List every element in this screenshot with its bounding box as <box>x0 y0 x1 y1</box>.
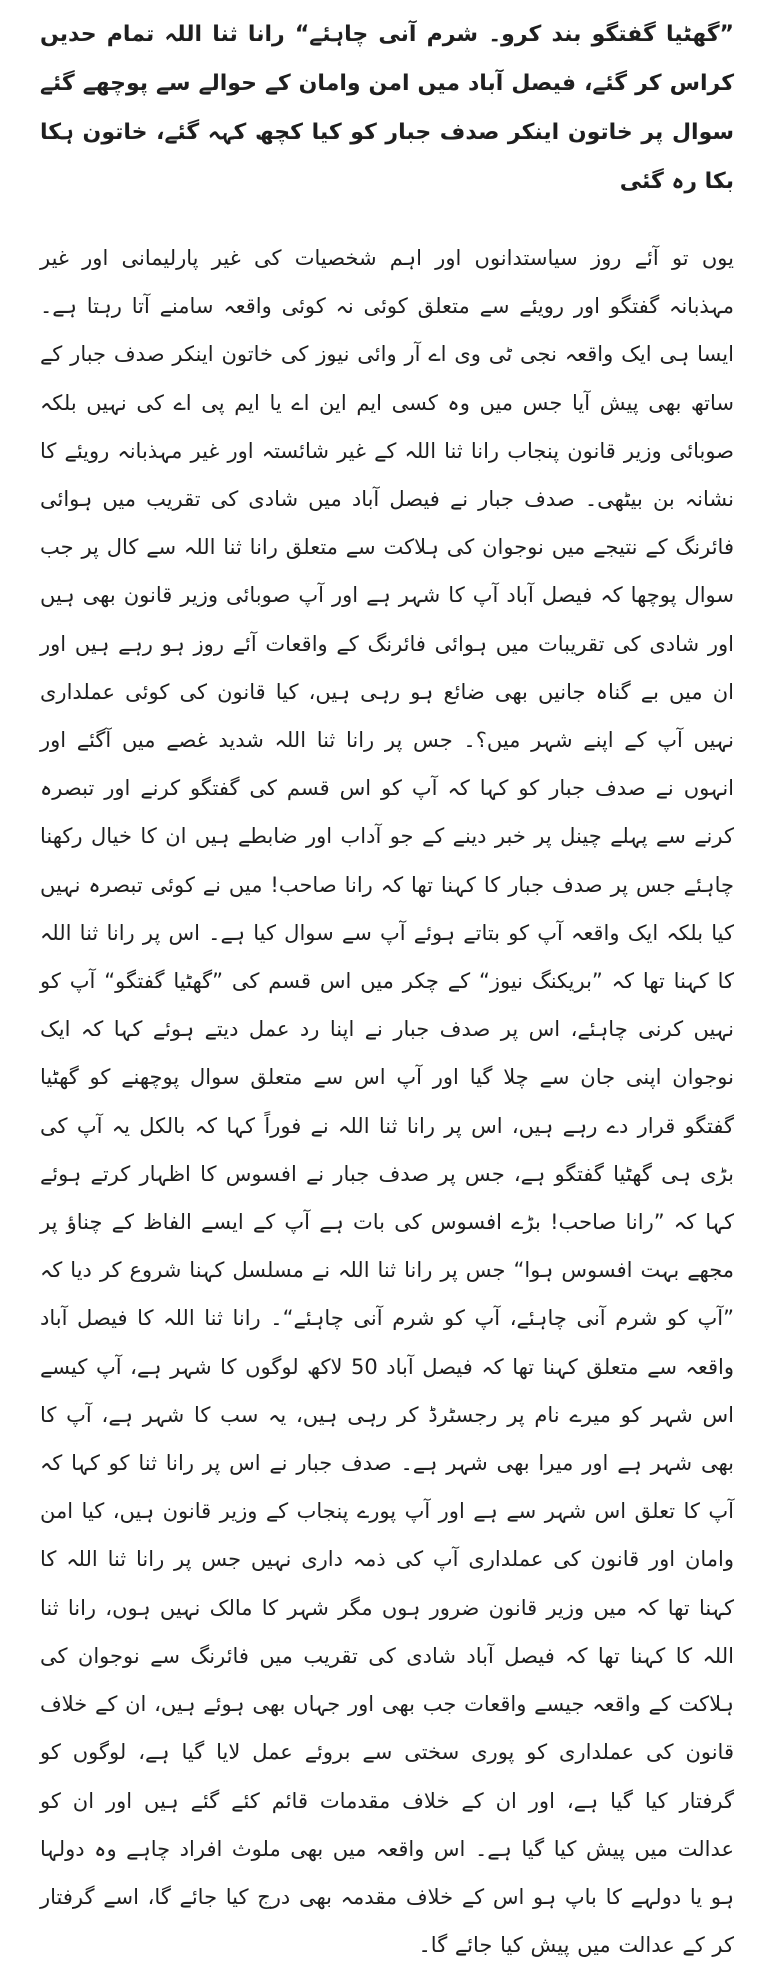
article-headline: ”گھٹیا گفتگو بند کرو۔ شرم آنی چاہئے“ رانا ثنا اللہ تمام حدیں کراس کر گئے، فیصل آباد میں امن وامان کے حوالے سے پوچھے گئے سوال پر خاتون اینکر صدف جبار کو کیا کچھ کہہ گئے، خاتون ہکا بکا رہ گئی <box>40 22 734 194</box>
article-body: یوں تو آئے روز سیاستدانوں اور اہم شخصیات کی غیر پارلیمانی اور غیر مہذبانہ گفتگو اور رویئے سے متعلق کوئی نہ کوئی واقعہ سامنے آتا رہتا ہے۔ ایسا ہی ایک واقعہ نجی ٹی وی اے آر وائی نیوز کی خاتون اینکر صدف جبار کے ساتھ بھی پیش آیا جس میں وہ کسی ایم این اے یا ایم پی اے کی نہیں بلکہ صوبائی وزیر قانون پنجاب رانا ثنا اللہ کے غیر شائستہ اور غیر مہذبانہ رویئے کا نشانہ بن بیٹھی۔ صدف جبار نے فیصل آباد میں شادی کی تقریب میں ہوائی فائرنگ کے نتیجے میں نوجوان کی ہلاکت سے متعلق رانا ثنا اللہ سے کال پر جب سوال پوچھا کہ فیصل آباد آپ کا شہر ہے اور آپ صوبائی وزیر قانون بھی ہیں اور شادی کی تقریبات میں ہوائی فائرنگ کے واقعات آئے روز ہو رہے ہیں اور ان میں بے گناہ جانیں بھی ضائع ہو رہی ہیں، کیا قانون کی کوئی عملداری نہیں آپ کے اپنے شہر میں؟۔ جس پر رانا ثنا اللہ شدید غصے میں آگئے اور انہوں نے صدف جبار کو کہا کہ آپ کو اس قسم کی گفتگو کرنے اور تبصرہ کرنے سے پہلے چینل پر خبر دینے کے جو آداب اور ضابطے ہیں ان کا خیال رکھنا چاہئے جس پر صدف جبار کا کہنا تھا کہ رانا صاحب! میں نے کوئی تبصرہ نہیں کیا بلکہ ایک واقعہ آپ کو بتاتے ہوئے آپ سے سوال کیا ہے۔ اس پر رانا ثنا اللہ کا کہنا تھا کہ ”بریکنگ نیوز“ کے چکر میں اس قسم کی ”گھٹیا گفتگو“ آپ کو نہیں کرنی چاہئے، اس پر صدف جبار نے اپنا رد عمل دیتے ہوئے کہا کہ ایک نوجوان اپنی جان سے چلا گیا اور آپ اس سے متعلق سوال پوچھنے کو گھٹیا گفتگو قرار دے رہے ہیں، اس پر رانا ثنا اللہ نے فوراً کہا کہ بالکل یہ آپ کی بڑی ہی گھٹیا گفتگو ہے، جس پر صدف جبار نے افسوس کا اظہار کرتے ہوئے کہا کہ ”رانا صاحب! بڑے افسوس کی بات ہے آپ کے ایسے الفاظ کے چناؤ پر مجھے بہت افسوس ہوا“ جس پر رانا ثنا اللہ نے مسلسل کہنا شروع کر دیا کہ ”آپ کو شرم آنی چاہئے، آپ کو شرم آنی چاہئے“۔ رانا ثنا اللہ کا فیصل آباد واقعہ سے متعلق کہنا تھا کہ فیصل آباد 50 لاکھ لوگوں کا شہر ہے، آپ کیسے اس شہر کو میرے نام پر رجسٹرڈ کر رہی ہیں، یہ سب کا شہر ہے، آپ کا بھی شہر ہے اور میرا بھی شہر ہے۔ صدف جبار نے اس پر رانا ثنا کو کہا کہ آپ کا تعلق اس شہر سے ہے اور آپ پورے پنجاب کے وزیر قانون ہیں، کیا امن وامان اور قانون کی عملداری آپ کی ذمہ داری نہیں جس پر رانا ثنا اللہ کا کہنا تھا کہ میں وزیر قانون ضرور ہوں مگر شہر کا مالک نہیں ہوں، رانا ثنا اللہ کا کہنا تھا کہ فیصل آباد شادی کی تقریب میں فائرنگ سے نوجوان کی ہلاکت کے واقعہ جیسے واقعات جب بھی اور جہاں بھی ہوئے ہیں، ان کے خلاف قانون کی عملداری کو پوری سختی سے بروئے عمل لایا گیا ہے، لوگوں کو گرفتار کیا گیا ہے، اور ان کے خلاف مقدمات قائم کئے گئے ہیں اور ان کو عدالت میں پیش کیا گیا ہے۔ اس واقعہ میں بھی ملوث افراد چاہے وہ دولہا ہو یا دولہے کا باپ ہو اس کے خلاف مقدمہ بھی درج کیا جائے گا، اسے گرفتار کر کے عدالت میں پیش کیا جائے گا۔ <box>40 246 735 1958</box>
